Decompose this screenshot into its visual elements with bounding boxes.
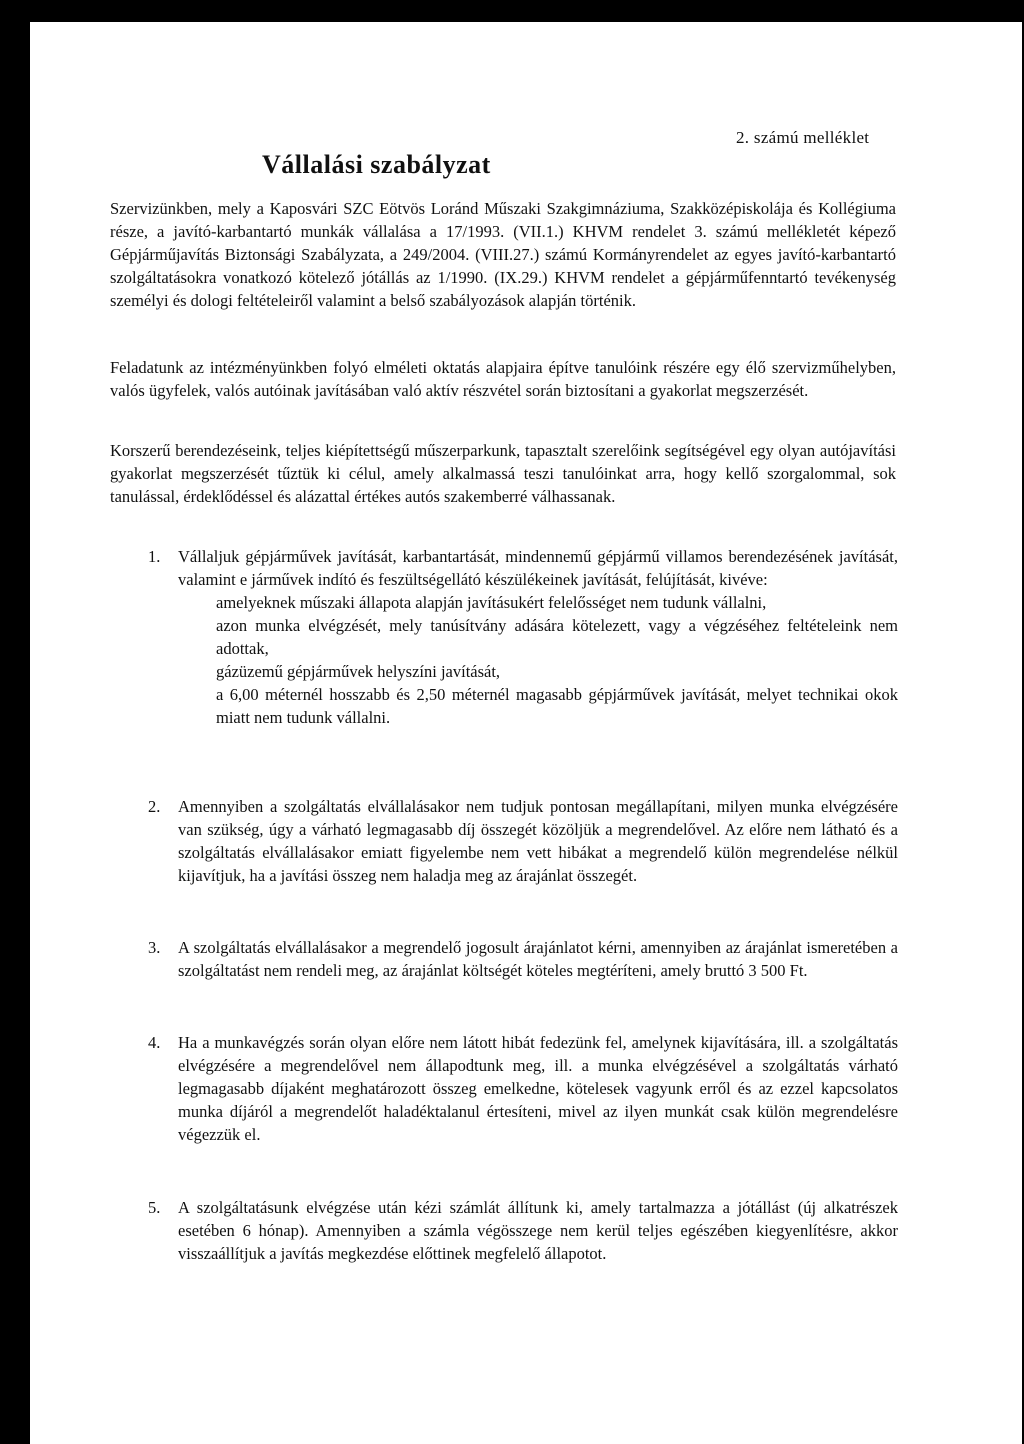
exception-item: gázüzemű gépjárművek helyszíni javítását, [216,662,501,681]
scan-margin-mark [22,436,24,476]
exception-item: azon munka elvégzését, mely tanúsítvány adására kötelezett, vagy a végzéséhez feltételeink nem adottak, [216,616,898,658]
list-item-5 [148,1196,898,1265]
scan-margin-mark [22,1126,24,1170]
scan-margin-mark [22,300,24,330]
list-item-number: 2. [148,797,161,816]
mission-paragraph: Feladatunk az intézményünkben folyó elméleti oktatás alapjaira építve tanulóink részére egy élő szervizműhelyben, valós ügyfelek, valós autóinak javításában való aktív részvétel során biztosítani a gyakorlat megszerzését. [110,358,896,400]
exception-item: a 6,00 méternél hosszabb és 2,50 méternél magasabb gépjárművek javítását, melyet technikai okok miatt nem tudunk vállalni. [216,685,898,727]
scan-margin-mark [22,912,24,964]
list-item-number: 4. [148,1033,161,1052]
annex-label: 2. számú melléklet [736,128,870,147]
list-item-4 [148,1031,898,1146]
scan-margin-mark [22,642,24,682]
scan-margin-mark [22,372,24,408]
list-item-number: 5. [148,1198,161,1217]
scan-margin-mark [22,1062,24,1106]
scan-margin-mark [22,228,24,258]
scan-margin-mark [22,1262,24,1292]
scan-margin-mark [22,1330,24,1370]
list-item-text: A szolgáltatás elvállalásakor a megrendelő jogosult árajánlatot kérni, amennyiben az árajánlat ismeretében a szolgáltatást nem rendeli meg, az árajánlat költségét köteles megtéríteni, amely bruttó 3 500 Ft. [178,938,898,980]
list-item-2 [148,795,898,887]
list-item-text: A szolgáltatásunk elvégzése után kézi számlát állítunk ki, amely tartalmazza a jótállást (új alkatrészek esetében 6 hónap). Amennyiben a számla végösszege nem kerül teljes egészében kiegyenlítésre, akkor visszaállítjuk a javítás megkezdése előttinek megfelelő állapotot. [178,1198,898,1263]
list-item-text: Vállaljuk gépjárművek javítását, karbantartását, mindennemű gépjármű villamos berendezésének javítását, valamint e járművek indító és feszültségellátó készülékeinek javítását, felújítását, kivéve: [178,547,898,589]
list-item-number: 3. [148,938,161,957]
document-title: Vállalási szabályzat [262,150,491,179]
list-item-number: 1. [148,547,161,566]
list-item-1 [148,545,898,729]
scan-margin-mark [22,500,24,540]
list-item-text: Ha a munkavégzés során olyan előre nem látott hibát fedezünk fel, amelynek kijavítására, ill. a szolgáltatás elvégzésére a megrendelővel nem állapodtunk meg, ill. a munka elvégzésével a szolgáltatás várható legmagasabb díjaként meghatározott összeg emelkedne, kötelesek vagyunk erről és az ezzel kapcsolatos munka díjáról a megrendelőt haladéktalanul értesíteni, mivel az ilyen munkát csak külön megrendelésre végezzük el. [178,1033,898,1144]
list-item-text: Amennyiben a szolgáltatás elvállalásakor nem tudjuk pontosan megállapítani, milyen munka elvégzésére van szükség, úgy a várható legmagasabb díj összegét közöljük a megrendelővel. Az előre nem látható és a szolgáltatás elvállalásakor emiatt figyelembe nem vett hibákat a megrendelő külön megrendelése nélkül kijavítjuk, ha a javítási összeg nem haladja meg az árajánlat összegét. [178,797,898,885]
list-item-3 [148,936,898,982]
scan-margin-mark [22,1194,24,1230]
scan-margin-mark [22,702,24,748]
intro-paragraph: Szervizünkben, mely a Kaposvári SZC Eötvös Loránd Műszaki Szakgimnáziuma, Szakközépiskolája és Kollégiuma része, a javító-karbantartó munkák vállalása a 17/1993. (VII.1.) KHVM rendelet 3. számú mellékletét képező Gépjárműjavítás Biztonsági Szabályzata, a 249/2004. (VIII.27.) számú Kormányrendelet az egyes javító-karbantartó szolgáltatásokra vonatkozó kötelező jótállás az 1/1990. (IX.29.) KHVM rendelet a gépjárműfenntartó tevékenység személyi és dologi feltételeiről valamint a belső szabályozások alapján történik. [110,199,896,310]
exception-item: amelyeknek műszaki állapota alapján javításukért felelősséget nem tudunk vállalni, [216,593,767,612]
equipment-paragraph: Korszerű berendezéseink, teljes kiépítettségű műszerparkunk, tapasztalt szerelőink segítségével egy olyan autójavítási gyakorlat megszerzését tűztük ki célul, amely alkalmassá teszi tanulóinkat arra, hogy kellő szorgalommal, sok tanulással, érdeklődéssel és alázattal értékes autós szakemberré válhassanak. [110,441,896,506]
